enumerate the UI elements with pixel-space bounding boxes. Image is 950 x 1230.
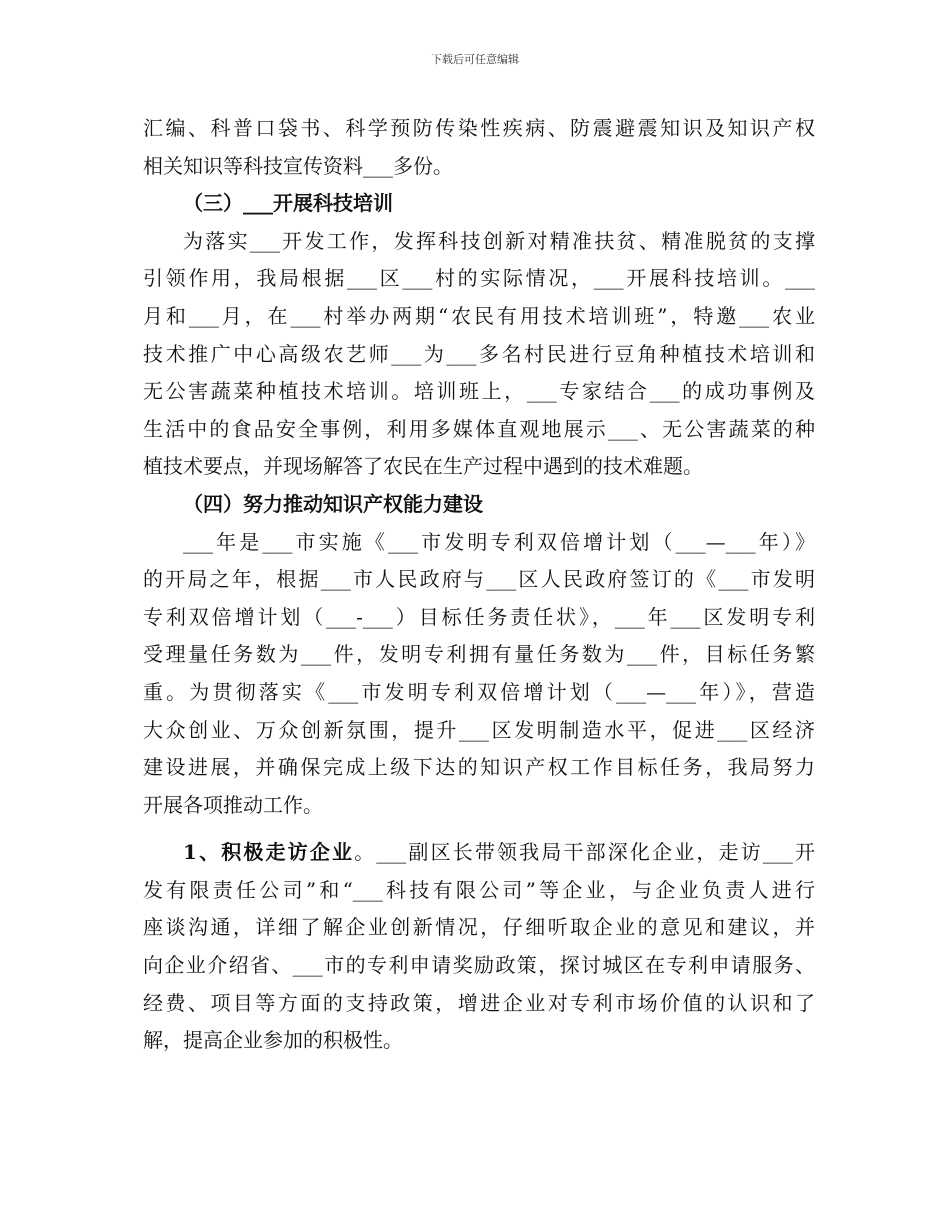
paragraph-line: 为落实___开发工作，发挥科技创新对精准扶贫、精准脱贫的支撑 bbox=[183, 228, 815, 253]
paragraph-line: 经费、项目等方面的支持政策，增进企业对专利市场价值的认识和了 bbox=[143, 990, 815, 1015]
paragraph-line: 解，提高企业参加的积极性。 bbox=[143, 1028, 403, 1053]
paragraph-line: 月和___月，在___村举办两期“农民有用技术培训班”，特邀___农业 bbox=[143, 303, 815, 328]
section-heading-3: （三）___开展科技培训 bbox=[183, 191, 393, 216]
paragraph-line: 引领作用，我局根据___区___村的实际情况，___开展科技培训。___ bbox=[143, 266, 815, 291]
page-header: 下载后可任意编辑 bbox=[431, 53, 519, 66]
paragraph-line: 座谈沟通，详细了解企业创新情况，仔细听取企业的意见和建议，并 bbox=[143, 915, 815, 940]
section-heading-4: （四）努力推动知识产权能力建设 bbox=[183, 491, 483, 516]
paragraph-line: 的开局之年，根据___市人民政府与___区人民政府签订的《___市发明 bbox=[143, 567, 815, 592]
paragraph-line: 向企业介绍省、___市的专利申请奖励政策，探讨城区在专利申请服务、 bbox=[143, 953, 815, 978]
document-body bbox=[143, 110, 815, 1060]
paragraph-line: 建设进展，并确保完成上级下达的知识产权工作目标任务，我局努力 bbox=[143, 755, 815, 780]
paragraph-text: 。___副区长带领我局干部深化企业，走访___开 bbox=[354, 840, 815, 865]
paragraph-line: 发有限责任公司”和“___科技有限公司”等企业，与企业负责人进行 bbox=[143, 877, 815, 902]
paragraph-line: 相关知识等科技宣传资料___多份。 bbox=[143, 153, 453, 178]
subsection-lead: 1、积极走访企业 bbox=[183, 840, 355, 865]
paragraph-line: 技术推广中心高级农艺师___为___多名村民进行豆角种植技术培训和 bbox=[143, 341, 815, 366]
paragraph-line: 重。为贯彻落实《___市发明专利双倍增计划（___—___年）》，营造 bbox=[143, 679, 815, 704]
paragraph-line: 植技术要点，并现场解答了农民在生产过程中遇到的技术难题。 bbox=[143, 454, 703, 479]
paragraph-line: 生活中的食品安全事例，利用多媒体直观地展示___、无公害蔬菜的种 bbox=[143, 416, 815, 441]
paragraph-line: ___年是___市实施《___市发明专利双倍增计划（___—___年）》 bbox=[183, 529, 815, 554]
paragraph-line: 受理量任务数为___件，发明专利拥有量任务数为___件，目标任务繁 bbox=[143, 642, 815, 667]
paragraph-line: 无公害蔬菜种植技术培训。培训班上，___专家结合___的成功事例及 bbox=[143, 379, 815, 404]
paragraph-line bbox=[143, 834, 815, 872]
paragraph-spacer bbox=[143, 824, 815, 834]
paragraph-line: 开展各项推动工作。 bbox=[143, 792, 323, 817]
paragraph-line: 大众创业、万众创新氛围，提升___区发明制造水平，促进___区经济 bbox=[143, 717, 815, 742]
paragraph-line: 汇编、科普口袋书、科学预防传染性疾病、防震避震知识及知识产权 bbox=[143, 116, 815, 140]
paragraph-line: 专利双倍增计划（___-___）目标任务责任状》，___年___区发明专利 bbox=[143, 604, 815, 629]
